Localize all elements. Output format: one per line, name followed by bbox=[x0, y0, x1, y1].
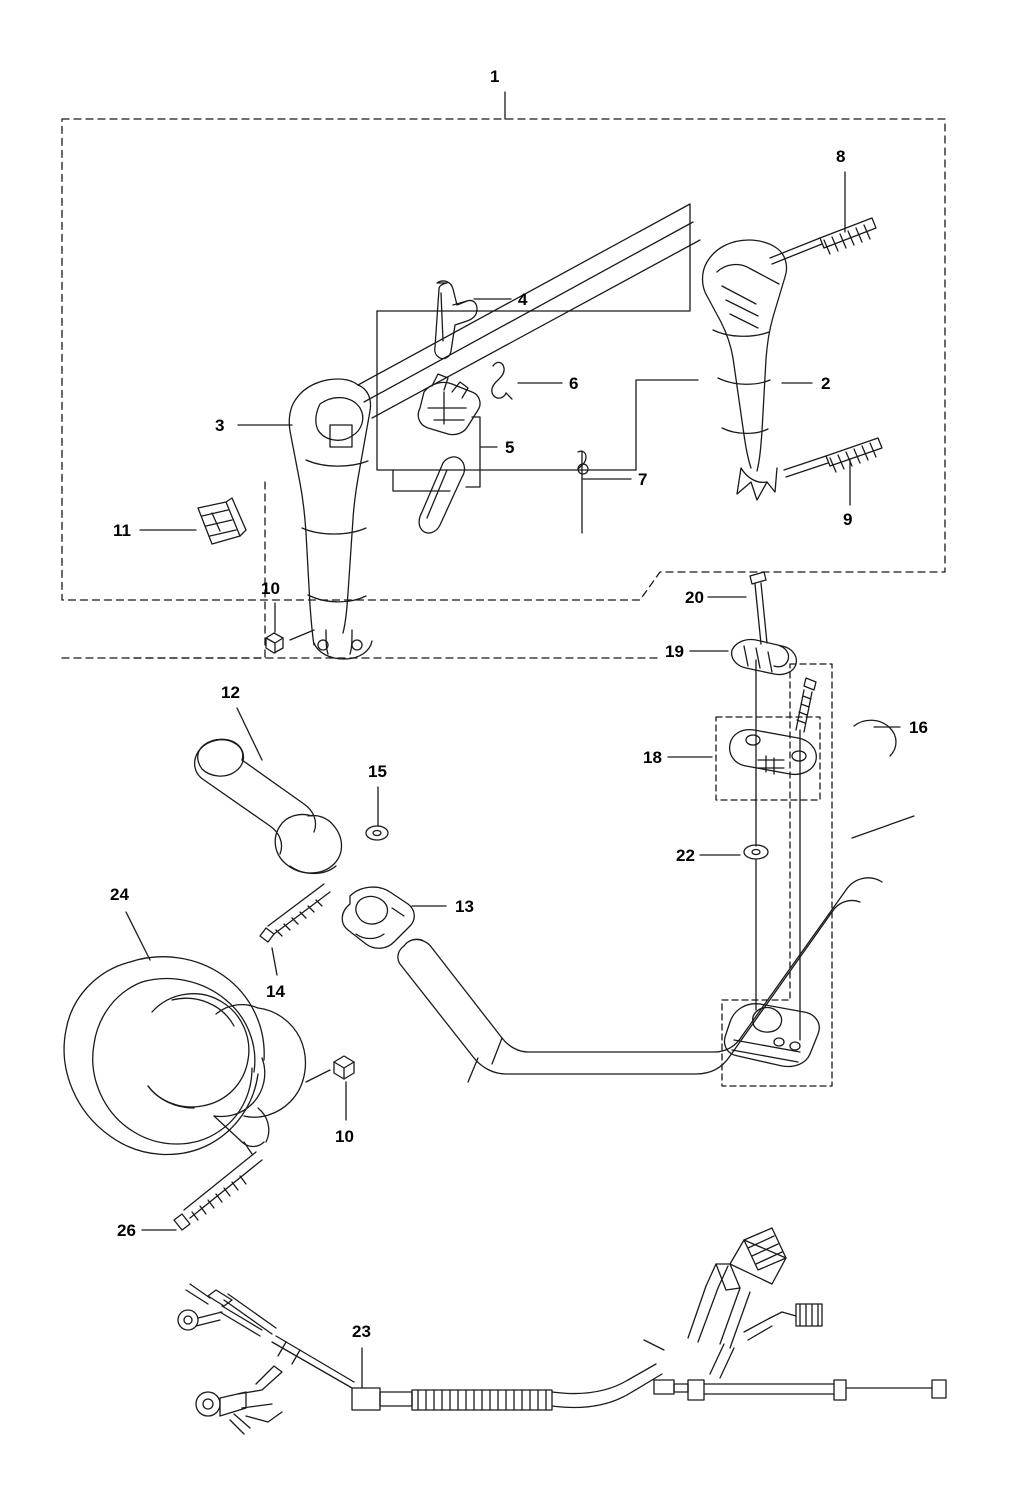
callout-11-switch-plate: 11 bbox=[113, 521, 131, 540]
callout-14-screw: 14 bbox=[266, 982, 285, 1001]
part-16-handlebar bbox=[398, 720, 914, 1082]
leader-24 bbox=[126, 912, 150, 960]
part-11-switch-plate bbox=[198, 498, 246, 544]
callout-4-lever: 4 bbox=[518, 290, 528, 309]
callout-18-handle-bracket: 18 bbox=[643, 748, 662, 767]
part-18-bracket-body bbox=[730, 730, 817, 775]
leader-5b bbox=[466, 447, 480, 487]
callout-1-handle-assembly-group: 1 bbox=[490, 67, 500, 86]
part-23-throttle-cable bbox=[178, 1228, 946, 1434]
part-3-left-handle bbox=[289, 379, 372, 659]
callout-9-screw: 9 bbox=[843, 510, 853, 529]
part-19-clamp-bracket bbox=[732, 639, 797, 674]
part-4-lever bbox=[435, 281, 477, 359]
callout-6-spring: 6 bbox=[569, 374, 579, 393]
part-9-screw bbox=[784, 438, 882, 477]
leader-10-lower-to-handle bbox=[306, 1070, 330, 1082]
part-20-bolt bbox=[750, 572, 767, 644]
part-12-grip bbox=[195, 739, 342, 873]
leader-10-nut-to-handle bbox=[290, 630, 314, 640]
callout-22-washer: 22 bbox=[676, 846, 695, 865]
part-2-right-handle bbox=[703, 240, 787, 500]
part-5-throttle-trigger bbox=[418, 374, 480, 533]
callout-23-throttle-cable: 23 bbox=[352, 1322, 371, 1341]
callout-20-bolt: 20 bbox=[685, 588, 704, 607]
callout-19-clamp-bracket: 19 bbox=[665, 642, 684, 661]
part-14-screw bbox=[260, 884, 330, 942]
callout-26-screw: 26 bbox=[117, 1221, 136, 1240]
part-26-screw bbox=[174, 1152, 262, 1230]
part-10-nut-lower bbox=[334, 1056, 354, 1079]
callout-12-grip: 12 bbox=[221, 683, 240, 702]
bracket-dashed-column bbox=[722, 664, 832, 1086]
callout-13-clamp: 13 bbox=[455, 897, 474, 916]
callout-10-nut: 10 bbox=[261, 579, 280, 598]
callout-3-left-handle: 3 bbox=[215, 416, 225, 435]
callout-10-nut-lower: 10 bbox=[335, 1127, 354, 1146]
part-13-clamp bbox=[342, 887, 414, 948]
leader-12 bbox=[237, 708, 262, 760]
group-1-dashed-boundary bbox=[62, 119, 945, 661]
part-8-screw bbox=[770, 218, 876, 264]
callout-5-throttle-trigger: 5 bbox=[505, 438, 515, 457]
part-15-washer bbox=[366, 826, 388, 840]
callout-24-loop-handle: 24 bbox=[110, 885, 129, 904]
callout-15-washer: 15 bbox=[368, 762, 387, 781]
lower-switch-box bbox=[725, 1004, 820, 1067]
leader-14 bbox=[272, 948, 277, 975]
internal-frame-lines bbox=[358, 204, 700, 533]
leader-5a bbox=[472, 417, 497, 447]
screw-17 bbox=[796, 678, 816, 732]
part-22-washer bbox=[744, 845, 768, 859]
part-10-nut-upper bbox=[266, 633, 283, 653]
callout-2-right-handle: 2 bbox=[821, 374, 831, 393]
callout-7-stop-switch: 7 bbox=[638, 470, 648, 489]
callout-16-handlebar: 16 bbox=[909, 718, 928, 737]
callout-8-screw: 8 bbox=[836, 147, 846, 166]
part-6-spring bbox=[492, 362, 512, 399]
